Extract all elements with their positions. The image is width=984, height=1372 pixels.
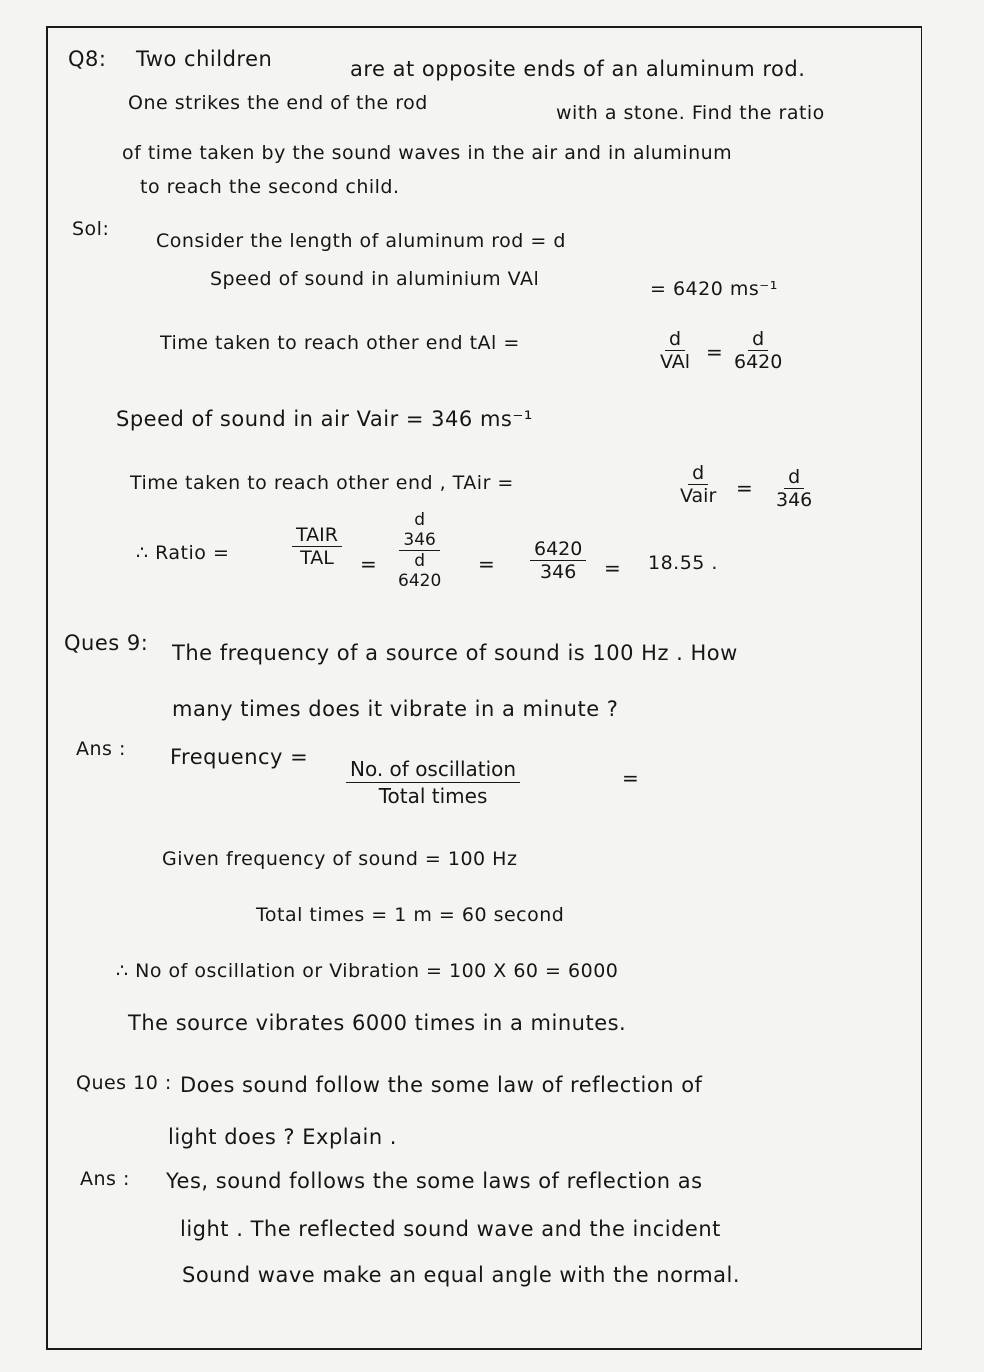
frac-num: TAIR bbox=[292, 524, 342, 547]
q10-ans-label: Ans : bbox=[80, 1168, 130, 1190]
q9-label: Ques 9: bbox=[64, 631, 149, 655]
q10-line2: light does ? Explain . bbox=[168, 1125, 397, 1149]
compound-den-top: d bbox=[414, 551, 426, 571]
compound-fraction bbox=[398, 510, 441, 591]
q8-line4: to reach the second child. bbox=[140, 176, 400, 198]
q8-label: Q8: bbox=[68, 47, 107, 71]
sol-line4: Speed of sound in air Vair = 346 ms⁻¹ bbox=[116, 407, 533, 431]
equals-sign: = bbox=[622, 766, 639, 790]
q10-ans3: Sound wave make an equal angle with the normal. bbox=[182, 1263, 741, 1287]
sol-label: Sol: bbox=[72, 218, 110, 240]
frac-d-over-6420 bbox=[730, 328, 786, 373]
compound-num-top: d bbox=[414, 510, 426, 530]
frac-den: TAL bbox=[300, 547, 334, 569]
q10-ans2: light . The reflected sound wave and the incident bbox=[180, 1217, 721, 1241]
frac-6420-over-346 bbox=[530, 538, 586, 583]
q8-line1a: Two children bbox=[136, 47, 273, 71]
page-border bbox=[46, 26, 922, 1350]
sol-line2: Speed of sound in aluminium VAl bbox=[210, 268, 540, 290]
frac-den: VAl bbox=[660, 351, 691, 373]
sol-line2-value: = 6420 ms⁻¹ bbox=[650, 278, 778, 300]
equals-sign: = bbox=[706, 340, 723, 364]
q9-line2: many times does it vibrate in a minute ? bbox=[172, 697, 619, 721]
q10-label: Ques 10 : bbox=[76, 1072, 172, 1094]
q9-given2: Total times = 1 m = 60 second bbox=[256, 904, 565, 926]
q9-calc: ∴ No of oscillation or Vibration = 100 X 60 = 6000 bbox=[116, 960, 619, 982]
q10-ans1: Yes, sound follows the some laws of reflection as bbox=[166, 1169, 703, 1193]
frac-tair-over-tal bbox=[292, 524, 342, 569]
sol-line5: Time taken to reach other end , TAir = bbox=[130, 472, 514, 494]
frac-den: Vair bbox=[680, 485, 717, 507]
q9-freq-label: Frequency = bbox=[170, 745, 309, 769]
frac-num: 6420 bbox=[530, 538, 586, 561]
frac-num: No. of oscillation bbox=[346, 756, 520, 783]
sol-line3: Time taken to reach other end tAl = bbox=[160, 332, 520, 354]
q8-line2a: One strikes the end of the rod bbox=[128, 92, 428, 114]
q9-line1: The frequency of a source of sound is 100 Hz . How bbox=[172, 641, 738, 665]
equals-sign: = bbox=[478, 552, 495, 576]
ratio-label: ∴ Ratio = bbox=[136, 542, 230, 564]
compound-den-bottom: 6420 bbox=[398, 571, 442, 591]
equals-sign: = bbox=[736, 476, 753, 500]
equals-sign: = bbox=[604, 556, 621, 580]
q8-line3: of time taken by the sound waves in the air and in aluminum bbox=[122, 142, 733, 164]
q8-line1b: are at opposite ends of an aluminum rod. bbox=[350, 57, 806, 81]
frac-num: d bbox=[748, 328, 768, 351]
compound-num-bottom: 346 bbox=[399, 530, 439, 551]
frac-num: d bbox=[665, 328, 685, 351]
frac-d-over-val bbox=[656, 328, 694, 373]
q9-given1: Given frequency of sound = 100 Hz bbox=[162, 848, 518, 870]
ratio-result: 18.55 . bbox=[648, 552, 718, 574]
q9-ans-label: Ans : bbox=[76, 738, 126, 760]
q9-conclusion: The source vibrates 6000 times in a minutes. bbox=[128, 1011, 627, 1035]
frac-den: Total times bbox=[378, 784, 488, 808]
frac-den: 6420 bbox=[734, 351, 783, 373]
q8-line2b: with a stone. Find the ratio bbox=[556, 102, 825, 124]
frac-d-over-vair bbox=[676, 462, 720, 507]
frac-num: d bbox=[784, 466, 804, 489]
q10-line1: Does sound follow the some law of reflection of bbox=[180, 1073, 703, 1097]
frequency-formula bbox=[346, 756, 520, 809]
frac-den: 346 bbox=[776, 489, 813, 511]
frac-d-over-346 bbox=[772, 466, 816, 511]
equals-sign: = bbox=[360, 552, 377, 576]
frac-den: 346 bbox=[540, 561, 577, 583]
sol-line1: Consider the length of aluminum rod = d bbox=[156, 230, 566, 252]
frac-num: d bbox=[688, 462, 708, 485]
